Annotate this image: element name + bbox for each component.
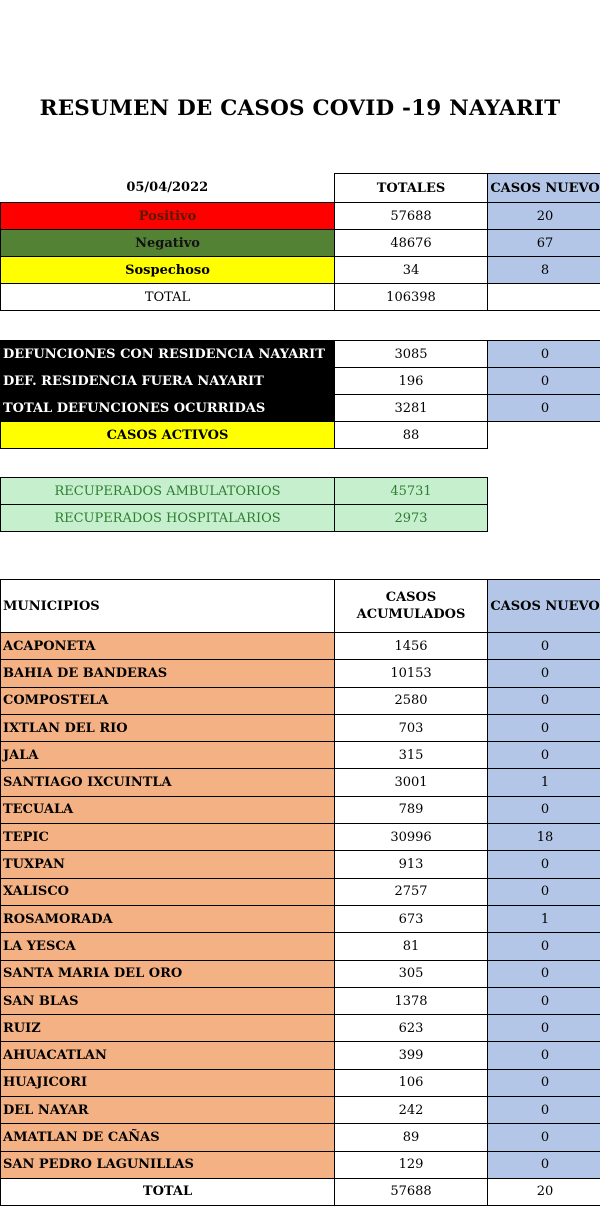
totales-header: TOTALES	[335, 174, 488, 203]
municipio-row	[1, 687, 600, 714]
municipio-nuevos: 0	[488, 851, 600, 878]
municipio-name: COMPOSTELA	[1, 687, 335, 714]
municipio-row	[1, 1042, 600, 1069]
municipio-name: SANTIAGO IXCUINTLA	[1, 769, 335, 796]
municipio-nuevos: 18	[488, 824, 600, 851]
municipios-total-acum: 57688	[335, 1178, 488, 1205]
municipio-nuevos: 0	[488, 1069, 600, 1096]
positivo-nuevos: 20	[488, 203, 600, 230]
municipio-acumulados: 89	[335, 1124, 488, 1151]
recovered-table	[0, 477, 488, 532]
municipio-row	[1, 905, 600, 932]
municipio-name: AHUACATLAN	[1, 1042, 335, 1069]
municipio-row	[1, 742, 600, 769]
casos-acumulados-header-line1: CASOS	[337, 589, 485, 606]
municipio-row	[1, 660, 600, 687]
negativo-row	[1, 230, 600, 257]
municipio-nuevos: 0	[488, 933, 600, 960]
municipio-acumulados: 129	[335, 1151, 488, 1178]
municipio-name: SAN BLAS	[1, 987, 335, 1014]
recovered-ambulatory-label: RECUPERADOS AMBULATORIOS	[1, 478, 335, 505]
casos-acumulados-header	[335, 580, 488, 633]
summary-total-row	[1, 284, 600, 311]
active-cases-value: 88	[335, 422, 488, 449]
municipio-row	[1, 796, 600, 823]
deaths-total-nuevos: 0	[488, 395, 600, 422]
municipio-nuevos: 0	[488, 1124, 600, 1151]
municipio-nuevos: 0	[488, 1097, 600, 1124]
deaths-row	[1, 395, 600, 422]
report-title: RESUMEN DE CASOS COVID -19 NAYARIT	[0, 96, 600, 121]
municipio-name: LA YESCA	[1, 933, 335, 960]
municipio-acumulados: 2580	[335, 687, 488, 714]
active-cases-empty	[488, 422, 600, 449]
municipio-nuevos: 0	[488, 1042, 600, 1069]
municipio-name: RUIZ	[1, 1015, 335, 1042]
municipio-nuevos: 0	[488, 714, 600, 741]
sospechoso-total: 34	[335, 257, 488, 284]
municipio-name: TEPIC	[1, 824, 335, 851]
municipio-name: XALISCO	[1, 878, 335, 905]
negativo-total: 48676	[335, 230, 488, 257]
municipios-total-label: TOTAL	[1, 1178, 335, 1205]
municipio-name: TECUALA	[1, 796, 335, 823]
deaths-total-value: 3281	[335, 395, 488, 422]
municipio-name: IXTLAN DEL RIO	[1, 714, 335, 741]
sospechoso-row	[1, 257, 600, 284]
municipio-acumulados: 399	[335, 1042, 488, 1069]
municipio-acumulados: 673	[335, 905, 488, 932]
deaths-outside-total: 196	[335, 368, 488, 395]
municipio-nuevos: 0	[488, 987, 600, 1014]
municipio-acumulados: 10153	[335, 660, 488, 687]
deaths-residence-label: DEFUNCIONES CON RESIDENCIA NAYARIT	[1, 341, 335, 368]
municipio-name: AMATLAN DE CAÑAS	[1, 1124, 335, 1151]
municipios-total-row	[1, 1178, 600, 1205]
municipios-header: MUNICIPIOS	[1, 580, 335, 633]
municipio-name: JALA	[1, 742, 335, 769]
municipio-acumulados: 913	[335, 851, 488, 878]
recovered-row	[1, 478, 488, 505]
municipio-row	[1, 824, 600, 851]
municipio-name: TUXPAN	[1, 851, 335, 878]
deaths-residence-total: 3085	[335, 341, 488, 368]
municipio-acumulados: 305	[335, 960, 488, 987]
recovered-ambulatory-value: 45731	[335, 478, 488, 505]
casos-nuevo-header: CASOS NUEVO	[488, 174, 600, 203]
municipios-total-nuevos: 20	[488, 1178, 600, 1205]
municipio-nuevos: 0	[488, 742, 600, 769]
recovered-hospital-value: 2973	[335, 505, 488, 532]
positivo-row	[1, 203, 600, 230]
active-cases-row	[1, 422, 600, 449]
municipio-nuevos: 1	[488, 769, 600, 796]
municipio-name: ACAPONETA	[1, 633, 335, 660]
municipio-acumulados: 623	[335, 1015, 488, 1042]
summary-table	[0, 173, 600, 311]
municipios-nuevos-header: CASOS NUEVO	[488, 580, 600, 633]
municipio-row	[1, 987, 600, 1014]
deaths-table	[0, 340, 600, 449]
active-cases-label: CASOS ACTIVOS	[1, 422, 335, 449]
municipio-nuevos: 1	[488, 905, 600, 932]
municipio-name: HUAJICORI	[1, 1069, 335, 1096]
municipio-row	[1, 933, 600, 960]
municipio-row	[1, 633, 600, 660]
positivo-label: Positivo	[1, 203, 335, 230]
deaths-row	[1, 368, 600, 395]
summary-header-row	[1, 174, 600, 203]
deaths-row	[1, 341, 600, 368]
municipio-nuevos: 0	[488, 1015, 600, 1042]
municipio-row	[1, 1097, 600, 1124]
municipio-name: DEL NAYAR	[1, 1097, 335, 1124]
sospechoso-nuevos: 8	[488, 257, 600, 284]
municipio-acumulados: 1378	[335, 987, 488, 1014]
municipio-name: SANTA MARIA DEL ORO	[1, 960, 335, 987]
municipio-row	[1, 1015, 600, 1042]
municipio-name: ROSAMORADA	[1, 905, 335, 932]
municipios-body	[1, 633, 600, 1179]
summary-total-nuevos	[488, 284, 600, 311]
municipio-acumulados: 3001	[335, 769, 488, 796]
municipio-acumulados: 789	[335, 796, 488, 823]
deaths-outside-nuevos: 0	[488, 368, 600, 395]
recovered-row	[1, 505, 488, 532]
municipio-acumulados: 315	[335, 742, 488, 769]
municipio-name: BAHIA DE BANDERAS	[1, 660, 335, 687]
negativo-label: Negativo	[1, 230, 335, 257]
municipio-row	[1, 851, 600, 878]
municipio-nuevos: 0	[488, 660, 600, 687]
municipio-row	[1, 878, 600, 905]
municipio-nuevos: 0	[488, 878, 600, 905]
municipio-acumulados: 1456	[335, 633, 488, 660]
municipio-row	[1, 1069, 600, 1096]
sospechoso-label: Sospechoso	[1, 257, 335, 284]
municipio-row	[1, 960, 600, 987]
deaths-residence-nuevos: 0	[488, 341, 600, 368]
municipio-nuevos: 0	[488, 633, 600, 660]
municipio-acumulados: 30996	[335, 824, 488, 851]
municipio-row	[1, 1124, 600, 1151]
report-date: 05/04/2022	[1, 174, 335, 203]
recovered-hospital-label: RECUPERADOS HOSPITALARIOS	[1, 505, 335, 532]
municipio-name: SAN PEDRO LAGUNILLAS	[1, 1151, 335, 1178]
municipio-nuevos: 0	[488, 960, 600, 987]
municipios-header-row	[1, 580, 600, 633]
negativo-nuevos: 67	[488, 230, 600, 257]
casos-acumulados-header-line2: ACUMULADOS	[337, 606, 485, 623]
municipio-nuevos: 0	[488, 796, 600, 823]
municipio-acumulados: 106	[335, 1069, 488, 1096]
deaths-outside-label: DEF. RESIDENCIA FUERA NAYARIT	[1, 368, 335, 395]
municipio-acumulados: 2757	[335, 878, 488, 905]
municipio-acumulados: 703	[335, 714, 488, 741]
summary-total-label: TOTAL	[1, 284, 335, 311]
municipio-row	[1, 714, 600, 741]
municipio-row	[1, 769, 600, 796]
municipio-nuevos: 0	[488, 687, 600, 714]
municipio-acumulados: 81	[335, 933, 488, 960]
positivo-total: 57688	[335, 203, 488, 230]
municipios-table	[0, 579, 600, 1206]
summary-total-value: 106398	[335, 284, 488, 311]
municipio-row	[1, 1151, 600, 1178]
deaths-total-label: TOTAL DEFUNCIONES OCURRIDAS	[1, 395, 335, 422]
municipio-acumulados: 242	[335, 1097, 488, 1124]
municipio-nuevos: 0	[488, 1151, 600, 1178]
